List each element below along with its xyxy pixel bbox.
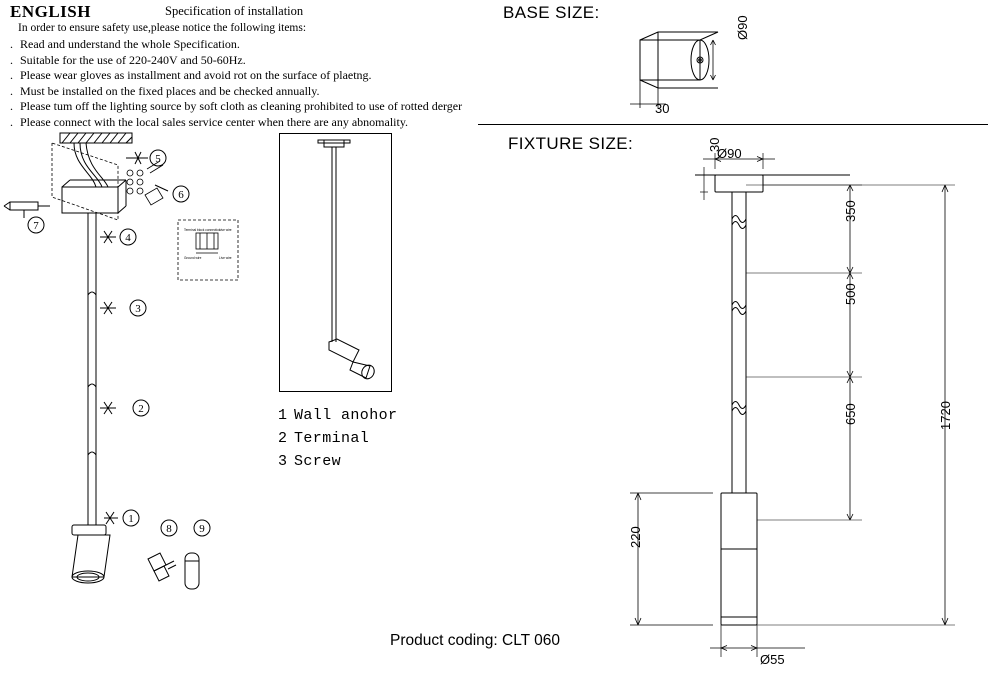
legend-label: Screw — [294, 453, 342, 470]
notice-list — [10, 37, 463, 131]
svg-text:4: 4 — [125, 232, 131, 244]
list-item: . Please connect with the local sales service center when there are any abnomality. — [10, 114, 409, 129]
legend-item — [278, 404, 397, 427]
notice-text: Please wear gloves as installment and avoid rot on the surface of plaetng. — [20, 68, 372, 83]
legend-number: 2 — [278, 430, 288, 447]
notice-text: Must be installed on the fixed places and be checked annually. — [20, 83, 320, 98]
svg-text:6: 6 — [178, 189, 184, 201]
svg-text:Ground wire: Ground wire — [184, 256, 202, 260]
list-item: . Must be installed on the fixed places and be checked annually. — [10, 83, 320, 98]
segment-a-label: 350 — [843, 200, 858, 222]
canopy-diameter-label: Ø90 — [717, 146, 742, 161]
list-item: . Please tum off the lighting source by soft cloth as cleaning prohibited to use of rotted derger — [10, 99, 463, 114]
list-item: . Read and understand the whole Specification. — [10, 37, 240, 51]
exploded-installation-diagram — [0, 125, 270, 595]
legend-label: Terminal — [294, 430, 370, 447]
svg-text:Terminal block connection: Terminal block connection — [184, 228, 221, 232]
svg-text:Live wire: Live wire — [219, 228, 232, 232]
fixture-size-drawing — [600, 145, 990, 665]
section-divider — [478, 124, 988, 125]
svg-text:7: 7 — [33, 220, 39, 232]
body-diameter-label: Ø55 — [760, 652, 785, 667]
specification-title: Specification of installation — [165, 4, 304, 18]
base-depth-label: 30 — [655, 101, 670, 116]
list-item: . Suitable for the use of 220-240V and 50-60Hz. — [10, 52, 246, 67]
segment-c-label: 650 — [843, 403, 858, 425]
list-item: . Please wear gloves as installment and avoid rot on the surface of plaetng. — [10, 68, 372, 83]
legend-label: Wall anohor — [294, 407, 398, 424]
notice-text: Suitable for the use of 220-240V and 50-60Hz. — [20, 52, 246, 67]
notice-intro: In order to ensure safety use,please notice the following items: — [18, 22, 307, 34]
legend-number: 3 — [278, 453, 288, 470]
legend-number: 1 — [278, 407, 288, 424]
segment-b-label: 500 — [843, 283, 858, 305]
notice-text: Please tum off the lighting source by soft cloth as cleaning prohibited to use of rotted derger — [20, 99, 463, 114]
base-size-title: BASE SIZE: — [503, 3, 600, 22]
legend-item — [278, 450, 397, 473]
legend-item — [278, 427, 397, 450]
notice-text: Please connect with the local sales service center when there are any abnomality. — [20, 114, 409, 129]
product-coding: Product coding: CLT 060 — [390, 632, 561, 649]
svg-text:2: 2 — [138, 403, 144, 415]
svg-text:3: 3 — [135, 303, 141, 315]
product-illustration-frame — [279, 133, 392, 392]
base-size-drawing — [600, 18, 830, 118]
base-diameter-label: Ø90 — [735, 15, 750, 40]
parts-legend — [278, 404, 397, 473]
svg-text:8: 8 — [166, 523, 172, 535]
language-title: ENGLISH — [10, 2, 91, 21]
svg-text:9: 9 — [199, 523, 205, 535]
svg-text:5: 5 — [155, 153, 161, 165]
body-height-label: 220 — [628, 526, 643, 548]
canopy-height-label: 30 — [707, 137, 722, 152]
fixture-size-title: FIXTURE SIZE: — [508, 134, 634, 153]
svg-text:Live wire: Live wire — [219, 256, 232, 260]
svg-text:1: 1 — [128, 513, 134, 525]
notice-text: Read and understand the whole Specification. — [20, 37, 240, 51]
total-height-label: 1720 — [938, 401, 953, 430]
